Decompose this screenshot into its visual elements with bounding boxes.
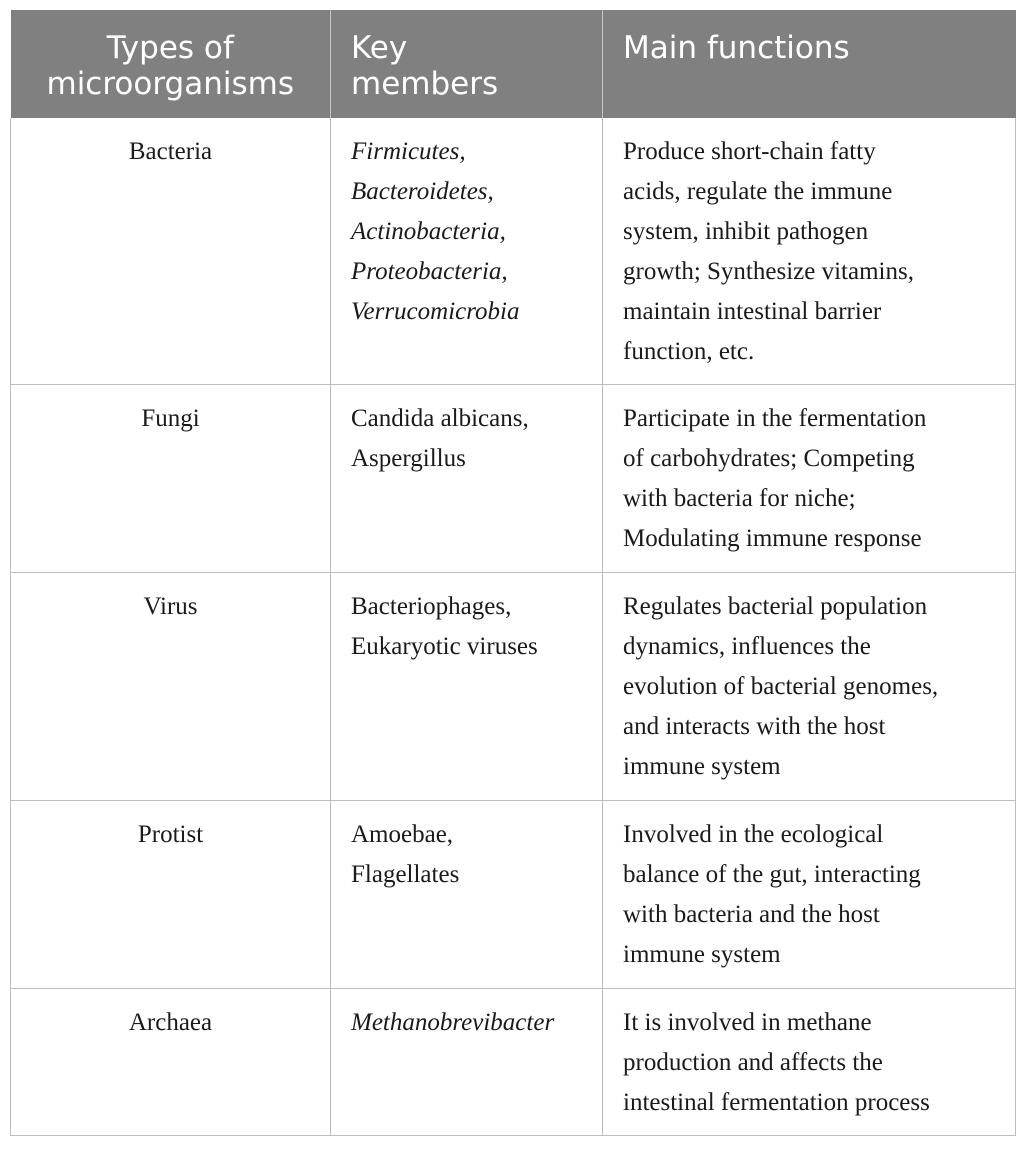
cell-type: Archaea	[11, 989, 331, 1136]
member-line: Verrucomicrobia	[351, 298, 520, 325]
cell-members	[331, 801, 603, 989]
cell-members	[331, 385, 603, 573]
member-line: Proteobacteria,	[351, 258, 508, 285]
cell-functions	[603, 573, 1016, 801]
cell-functions	[603, 385, 1016, 573]
member-line: Aspergillus	[351, 445, 466, 472]
member-line: Candida albicans,	[351, 405, 529, 432]
function-line: acids, regulate the immune	[623, 178, 893, 205]
function-line: balance of the gut, interacting	[623, 861, 921, 888]
table-row	[11, 573, 1016, 801]
cell-members	[331, 989, 603, 1136]
header-key-line2: members	[351, 66, 499, 102]
cell-members	[331, 118, 603, 385]
function-line: Modulating immune response	[623, 525, 922, 552]
function-line: with bacteria for niche;	[623, 485, 856, 512]
function-line: function, etc.	[623, 338, 755, 365]
cell-functions	[603, 801, 1016, 989]
header-types	[11, 10, 331, 118]
header-types-line2: microorganisms	[46, 66, 294, 102]
function-line: Involved in the ecological	[623, 821, 884, 848]
function-line: Participate in the fermentation	[623, 405, 927, 432]
cell-functions	[603, 989, 1016, 1136]
member-line: Methanobrevibacter	[351, 1009, 555, 1036]
function-line: of carbohydrates; Competing	[623, 445, 915, 472]
microorganisms-table	[10, 10, 1016, 1136]
function-line: evolution of bacterial genomes,	[623, 673, 939, 700]
cell-type: Protist	[11, 801, 331, 989]
member-line: Firmicutes,	[351, 138, 466, 165]
cell-functions	[603, 118, 1016, 385]
function-line: immune system	[623, 941, 781, 968]
function-line: system, inhibit pathogen	[623, 218, 869, 245]
cell-type: Virus	[11, 573, 331, 801]
member-line: Actinobacteria,	[351, 218, 506, 245]
cell-members	[331, 573, 603, 801]
header-main-functions	[603, 10, 1016, 118]
member-line: Amoebae,	[351, 821, 454, 848]
function-line: Regulates bacterial population	[623, 593, 928, 620]
table-row	[11, 118, 1016, 385]
function-line: with bacteria and the host	[623, 901, 880, 928]
cell-type: Fungi	[11, 385, 331, 573]
header-types-line1: Types of	[106, 30, 234, 66]
function-line: production and affects the	[623, 1049, 883, 1076]
table-row	[11, 385, 1016, 573]
member-line: Eukaryotic viruses	[351, 633, 538, 660]
member-line: Bacteroidetes,	[351, 178, 494, 205]
function-line: dynamics, influences the	[623, 633, 871, 660]
cell-type: Bacteria	[11, 118, 331, 385]
function-line: Produce short-chain fatty	[623, 138, 876, 165]
function-line: and interacts with the host	[623, 713, 886, 740]
function-line: maintain intestinal barrier	[623, 298, 882, 325]
header-key-members	[331, 10, 603, 118]
function-line: immune system	[623, 753, 781, 780]
table-row	[11, 801, 1016, 989]
function-line: intestinal fermentation process	[623, 1089, 930, 1116]
header-functions-text: Main functions	[623, 30, 850, 66]
table-header	[11, 10, 1016, 118]
function-line: growth; Synthesize vitamins,	[623, 258, 914, 285]
function-line: It is involved in methane	[623, 1009, 872, 1036]
member-line: Flagellates	[351, 861, 460, 888]
header-row	[11, 10, 1016, 118]
table-row	[11, 989, 1016, 1136]
member-line: Bacteriophages,	[351, 593, 512, 620]
header-key-line1: Key	[351, 30, 408, 66]
